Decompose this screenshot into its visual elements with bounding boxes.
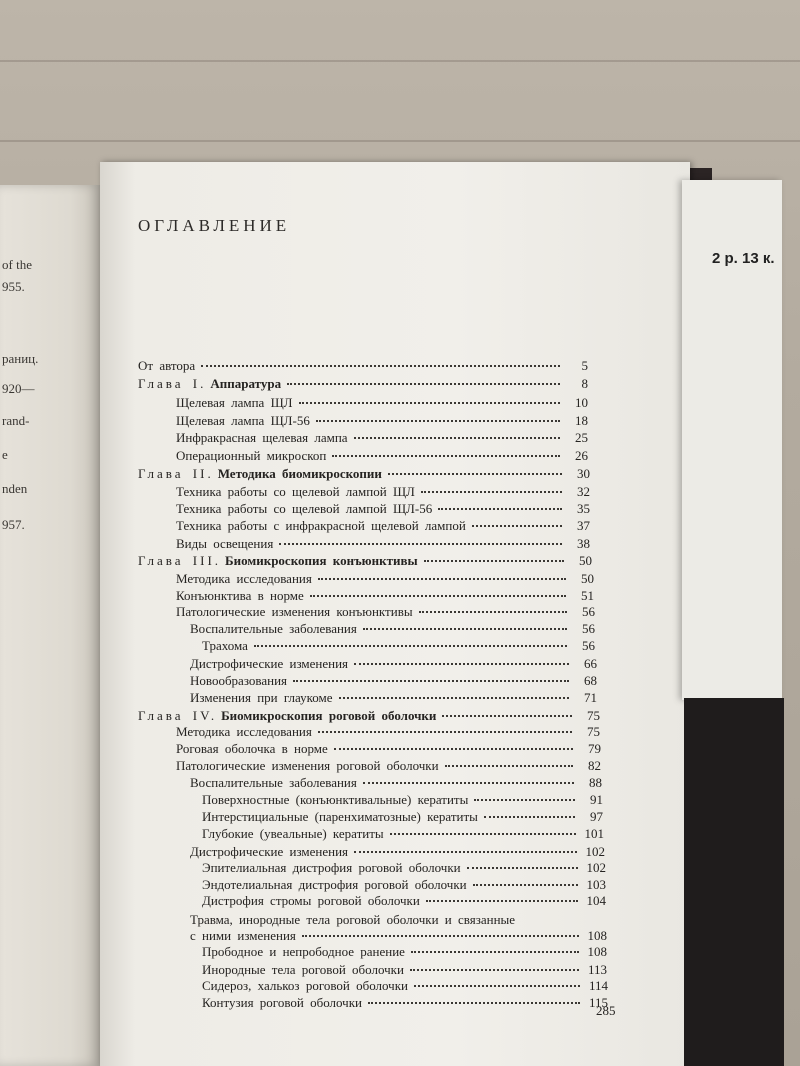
toc-entry-label: Дистрофические изменения bbox=[190, 656, 349, 671]
toc-entry-label: Щелевая лампа ЩЛ-56 bbox=[176, 413, 310, 428]
toc-chapter-entry bbox=[138, 553, 592, 569]
toc-entry bbox=[176, 448, 588, 464]
toc-entry bbox=[176, 484, 590, 500]
left-page-line: 957. bbox=[2, 517, 25, 532]
leader-dots bbox=[316, 420, 560, 422]
leader-dots bbox=[354, 851, 577, 853]
leader-dots bbox=[472, 525, 562, 527]
leader-dots bbox=[438, 508, 562, 510]
leader-dots bbox=[390, 833, 576, 835]
toc-entry-label: Воспалительные заболевания bbox=[190, 621, 357, 636]
toc-entry-label: Конъюнктива в норме bbox=[176, 588, 304, 603]
leader-dots bbox=[484, 816, 575, 818]
toc-entry-label: Сидероз, халькоз роговой оболочки bbox=[202, 978, 408, 993]
toc-entry-label: Патологические изменения конъюнктивы bbox=[176, 604, 413, 619]
leader-dots bbox=[467, 867, 578, 869]
toc-page-number: 56 bbox=[582, 621, 595, 636]
toc-page-number: 102 bbox=[586, 860, 606, 875]
toc-entry bbox=[176, 724, 600, 740]
left-page-line: раниц. bbox=[2, 351, 39, 366]
left-page-line: 955. bbox=[2, 279, 25, 294]
toc-page-number: 50 bbox=[581, 571, 594, 586]
toc-chapter-entry bbox=[138, 466, 590, 482]
toc-entry bbox=[176, 571, 594, 587]
toc-entry bbox=[176, 604, 595, 620]
toc-entry-label: Контузия роговой оболочки bbox=[202, 995, 362, 1010]
leader-dots bbox=[368, 1002, 580, 1004]
toc-entry bbox=[190, 656, 597, 672]
toc-page-number: 56 bbox=[582, 638, 595, 653]
toc-entry bbox=[190, 690, 597, 706]
toc-entry-label: Дистрофия стромы роговой оболочки bbox=[202, 893, 420, 908]
toc-page-number: 50 bbox=[579, 553, 592, 568]
toc-page-number: 102 bbox=[585, 844, 605, 859]
leader-dots bbox=[414, 985, 580, 987]
chapter-title: Биомикроскопия роговой оболочки bbox=[221, 708, 437, 723]
toc-title: ОГЛАВЛЕНИЕ bbox=[138, 216, 291, 235]
left-page-line: e bbox=[2, 447, 8, 462]
leader-dots bbox=[473, 884, 578, 886]
leader-dots bbox=[426, 900, 578, 902]
chapter-prefix: Глава II. bbox=[138, 466, 214, 481]
toc-entry bbox=[176, 536, 590, 552]
toc-entry-label: Техника работы со щелевой лампой ЩЛ-56 bbox=[176, 501, 433, 516]
leader-dots bbox=[442, 715, 572, 717]
toc-entry bbox=[202, 792, 603, 808]
toc-entry-label: Трахома bbox=[202, 638, 248, 653]
leader-dots bbox=[310, 595, 566, 597]
leader-dots bbox=[354, 663, 569, 665]
toc-entry bbox=[202, 962, 607, 978]
left-page-line: of the bbox=[2, 257, 32, 272]
toc-page-number: 71 bbox=[584, 690, 597, 705]
page-number: 285 bbox=[596, 1003, 616, 1018]
chapter-title: Методика биомикроскопии bbox=[217, 466, 382, 481]
leader-dots bbox=[279, 543, 562, 545]
toc-entry-label: Методика исследования bbox=[176, 724, 312, 739]
toc-entry-label: Дистрофические изменения bbox=[190, 844, 349, 859]
toc-entry bbox=[190, 912, 606, 928]
toc-entry bbox=[176, 758, 601, 774]
leader-dots bbox=[363, 628, 567, 630]
toc-entry bbox=[202, 978, 608, 994]
toc-entry bbox=[176, 413, 588, 429]
toc-entry bbox=[202, 809, 603, 825]
toc-page-number: 91 bbox=[590, 792, 603, 807]
left-page-line: nden bbox=[2, 481, 28, 496]
leader-dots bbox=[254, 645, 567, 647]
toc-page-number: 32 bbox=[577, 484, 590, 499]
toc-page-number: 56 bbox=[582, 604, 595, 619]
toc-entry bbox=[202, 944, 607, 960]
toc-entry bbox=[176, 501, 590, 517]
toc-entry-label: Травма, инородные тела роговой оболочки и связанные bbox=[190, 912, 516, 927]
toc-entry-label: Воспалительные заболевания bbox=[190, 775, 357, 790]
chapter-prefix: Глава IV. bbox=[138, 708, 218, 723]
toc-entry-label: Эпителиальная дистрофия роговой оболочки bbox=[202, 860, 461, 875]
leader-dots bbox=[424, 560, 564, 562]
toc-page-number: 10 bbox=[575, 395, 588, 410]
leader-dots bbox=[293, 680, 569, 682]
toc-entry bbox=[202, 860, 606, 876]
chapter-title: Биомикроскопия конъюнктивы bbox=[225, 553, 418, 568]
chapter-title: Аппаратура bbox=[210, 376, 282, 391]
toc-page-number: 75 bbox=[587, 708, 600, 723]
toc-entry-label: Глубокие (увеальные) кератиты bbox=[202, 826, 384, 841]
leader-dots bbox=[474, 799, 575, 801]
toc-entry-label: От автора bbox=[138, 358, 196, 373]
leader-dots bbox=[445, 765, 573, 767]
chapter-prefix: Глава III. bbox=[138, 553, 222, 568]
toc-page-number: 18 bbox=[575, 413, 588, 428]
toc-entry-label bbox=[138, 376, 281, 392]
toc-entry-label: Инородные тела роговой оболочки bbox=[202, 962, 404, 977]
toc-entry-label: Методика исследования bbox=[176, 571, 312, 586]
toc-chapter-entry bbox=[138, 376, 588, 392]
leader-dots bbox=[421, 491, 562, 493]
toc-page-number: 79 bbox=[588, 741, 601, 756]
toc-entry-label: Техника работы со щелевой лампой ЩЛ bbox=[176, 484, 415, 499]
toc-entry bbox=[202, 638, 595, 654]
left-page-line: 920— bbox=[2, 381, 35, 396]
left-page-line: rand- bbox=[2, 413, 30, 428]
toc-page-number: 108 bbox=[587, 944, 607, 959]
leader-dots bbox=[287, 383, 560, 385]
toc-entry bbox=[176, 395, 588, 411]
toc-page-number: 75 bbox=[587, 724, 600, 739]
toc-page-number: 38 bbox=[577, 536, 590, 551]
toc-entry bbox=[138, 358, 588, 374]
toc-entry-label: Щелевая лампа ЩЛ bbox=[176, 395, 293, 410]
toc-entry-label bbox=[138, 553, 418, 569]
leader-dots bbox=[363, 782, 574, 784]
toc-page-number: 115 bbox=[588, 995, 608, 1010]
chapter-prefix: Глава I. bbox=[138, 376, 207, 391]
toc-page-number: 51 bbox=[581, 588, 594, 603]
leader-dots bbox=[332, 455, 560, 457]
toc-page-number: 68 bbox=[584, 673, 597, 688]
toc-entry-label: Эндотелиальная дистрофия роговой оболочки bbox=[202, 877, 467, 892]
toc-page-number: 8 bbox=[581, 376, 588, 391]
toc-entry-label: Прободное и непрободное ранение bbox=[202, 944, 405, 959]
leader-dots bbox=[354, 437, 560, 439]
toc-entry-label bbox=[138, 708, 436, 724]
toc-page-number: 82 bbox=[588, 758, 601, 773]
toc-page-number: 103 bbox=[586, 877, 606, 892]
leader-dots bbox=[410, 969, 579, 971]
toc-entry bbox=[202, 877, 606, 893]
toc-entry bbox=[190, 673, 597, 689]
toc-entry-label: Поверхностные (конъюнктивальные) кератиты bbox=[202, 792, 469, 807]
toc-page-number: 88 bbox=[589, 775, 602, 790]
toc-page-number: 114 bbox=[588, 978, 608, 993]
toc-page-number: 30 bbox=[577, 466, 590, 481]
toc-entry-label: Роговая оболочка в норме bbox=[176, 741, 328, 756]
leader-dots bbox=[318, 578, 566, 580]
toc-entry bbox=[176, 430, 588, 446]
toc-entry bbox=[190, 621, 595, 637]
leader-dots bbox=[318, 731, 572, 733]
toc-page-number: 37 bbox=[577, 518, 590, 533]
toc-entry bbox=[202, 826, 604, 842]
toc-page-number: 108 bbox=[587, 928, 607, 943]
toc-entry bbox=[176, 741, 601, 757]
toc-entry-label: Патологические изменения роговой оболочки bbox=[176, 758, 439, 773]
leader-dots bbox=[339, 697, 569, 699]
leader-dots bbox=[388, 473, 562, 475]
toc-entry-label: Интерстициальные (паренхиматозные) кератиты bbox=[202, 809, 478, 824]
toc-page-number: 101 bbox=[584, 826, 604, 841]
toc-page-number: 5 bbox=[581, 358, 588, 373]
toc-entry bbox=[202, 893, 606, 909]
toc-entry bbox=[190, 928, 607, 944]
toc-entry-label: Техника работы с инфракрасной щелевой лампой bbox=[176, 518, 466, 533]
leader-dots bbox=[411, 951, 579, 953]
leader-dots bbox=[419, 611, 567, 613]
toc-entry-label: Операционный микроскоп bbox=[176, 448, 327, 463]
toc-entry bbox=[190, 844, 605, 860]
toc-page-number: 104 bbox=[586, 893, 606, 908]
toc-page-number: 35 bbox=[577, 501, 590, 516]
toc-page-number: 25 bbox=[575, 430, 588, 445]
toc-entry-label: Новообразования bbox=[190, 673, 288, 688]
toc-entry-label: Изменения при глаукоме bbox=[190, 690, 333, 705]
toc-page-number: 97 bbox=[590, 809, 603, 824]
toc-entry bbox=[176, 588, 594, 604]
toc-page-number: 26 bbox=[575, 448, 588, 463]
toc-entry bbox=[176, 518, 590, 534]
toc-entry-label: Инфракрасная щелевая лампа bbox=[176, 430, 348, 445]
price-label: 2 р. 13 к. bbox=[712, 250, 775, 267]
toc-entry-label: Виды освещения bbox=[176, 536, 274, 551]
leader-dots bbox=[334, 748, 573, 750]
leader-dots bbox=[302, 935, 579, 937]
leader-dots bbox=[201, 365, 560, 367]
toc-page-number: 113 bbox=[587, 962, 607, 977]
toc-page-number: 66 bbox=[584, 656, 597, 671]
toc-entry-label bbox=[138, 466, 382, 482]
toc-entry-label: с ними изменения bbox=[190, 928, 296, 943]
toc-entry bbox=[202, 995, 608, 1011]
leader-dots bbox=[299, 402, 561, 404]
toc-entry bbox=[190, 775, 602, 791]
toc-chapter-entry bbox=[138, 708, 600, 724]
